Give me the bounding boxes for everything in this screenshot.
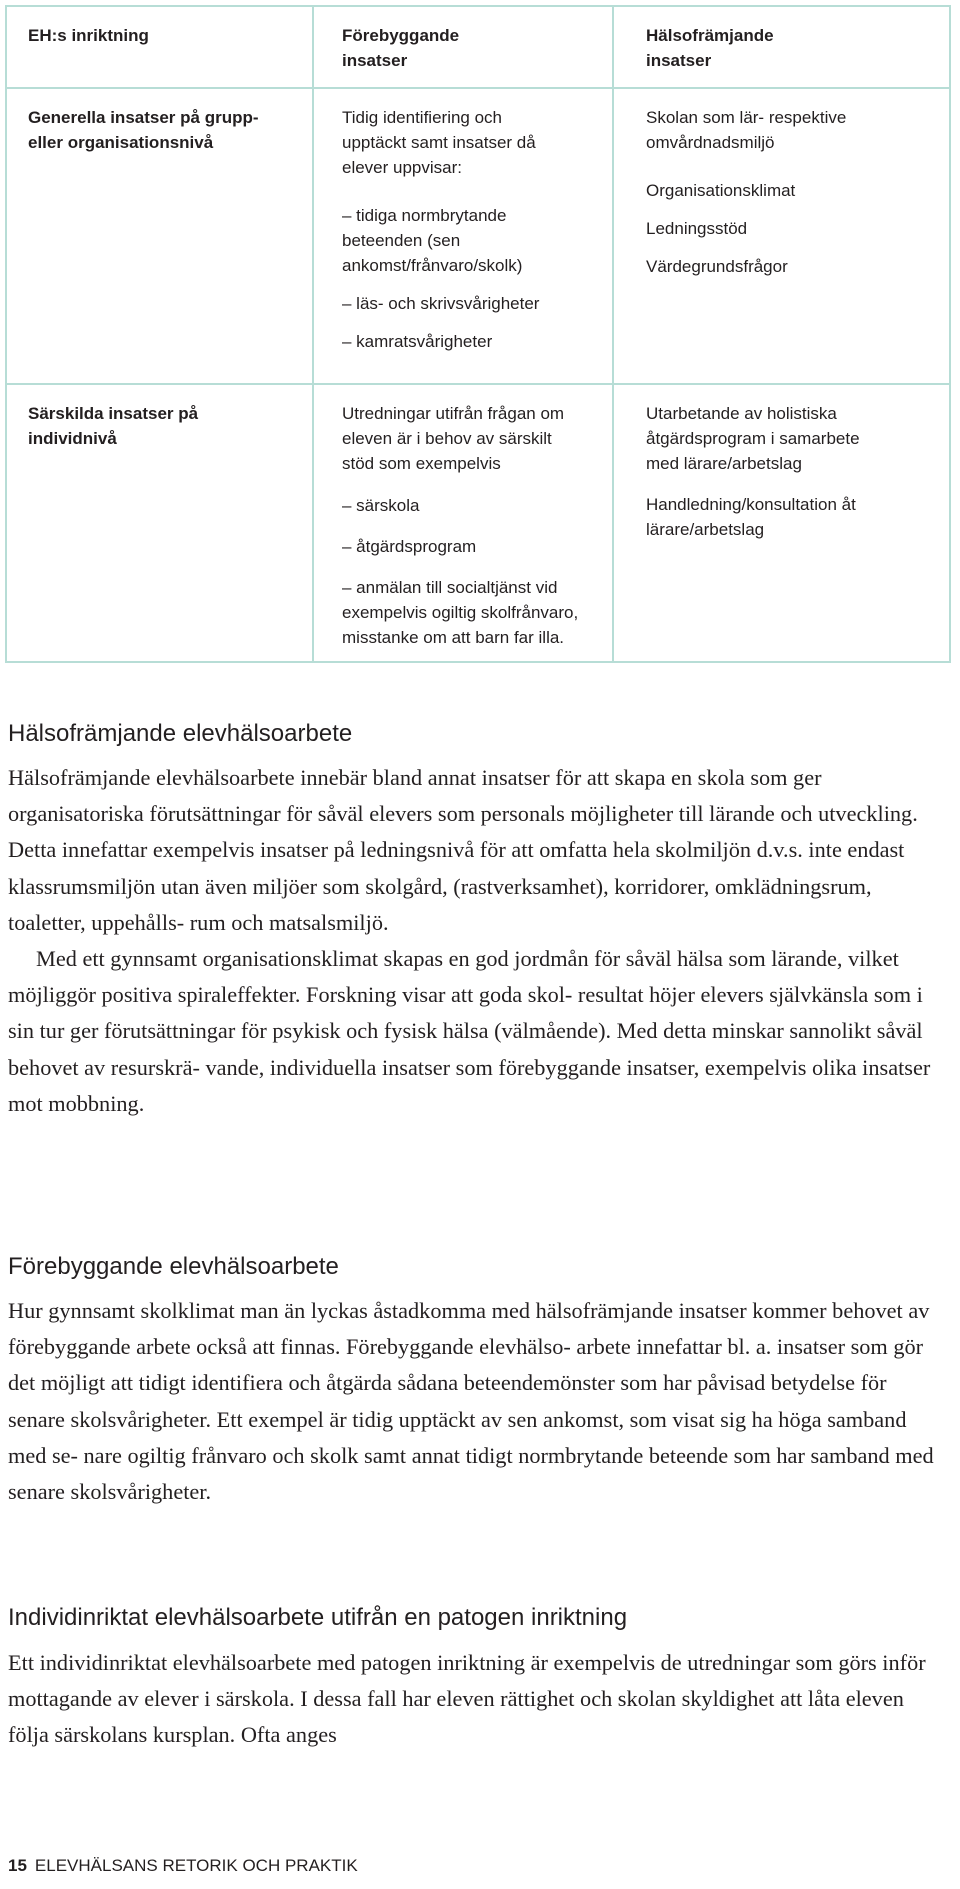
list-item: Utredningar utifrån frågan om eleven är i behov av särskilt stöd som exempelvis — [342, 404, 565, 473]
section-body — [8, 760, 948, 1122]
paragraph: Hälsofrämjande elevhälsoarbete innebär bland annat insatser för att skapa en skola som ger organisatoriska förutsättningar för såväl elevers som personals möjligheter till lärande och utveckling. Detta innefattar exempelvis insatser på ledningsnivå för att omfatta hela skolmiljön d.v.s. inte endast klassrumsmiljön utan även miljöer som skolgård, (rastverksamhet), korridorer, omklädningsrum, toaletter, uppehålls- rum och matsalsmiljö. — [8, 765, 918, 935]
section-body — [8, 1293, 948, 1510]
list-item: Ledningsstöd — [646, 219, 748, 238]
paragraph: Hur gynnsamt skolklimat man än lyckas åstadkomma med hälsofrämjande insatser kommer behovet av förebyggande arbete också att finnas. Förebyggande elevhälso- arbete innefattar bl. a. insatser som gör det möjligt att tidigt identifiera och åtgärda sådana beteendemönster som har påvisad betydelse för senare skolsvårigheter. Ett exempel är tidig upptäckt av sen ankomst, som visat sig ha höga samband med se- nare ogiltig frånvaro och skolk samt annat tidigt normbrytande beteende som har samband med senare skolsvårigheter. — [8, 1298, 934, 1505]
list-item: – kamratsvårigheter — [342, 332, 493, 351]
list-item: – åtgärdsprogram — [342, 537, 477, 556]
list-item: Handledning/konsultation åt lärare/arbetslag — [646, 495, 856, 539]
list-item: – läs- och skrivsvårigheter — [342, 294, 540, 313]
header-inriktning: EH:s inriktning — [28, 26, 149, 45]
page-number: 15 — [8, 1856, 27, 1875]
list-item: Organisationsklimat — [646, 181, 796, 200]
list-item: – anmälan till socialtjänst vid exempelvis ogiltig skolfrånvaro, misstanke om att barn far illa. — [342, 578, 579, 647]
table-cell — [312, 87, 612, 383]
list-item: Utarbetande av holistiska åtgärdsprogram i samarbete med lärare/arbetslag — [646, 404, 860, 473]
table-cell — [612, 87, 949, 383]
running-title: ELEVHÄLSANS RETORIK OCH PRAKTIK — [34, 1856, 358, 1875]
table-cell — [7, 383, 312, 661]
section-heading: Förebyggande elevhälsoarbete — [8, 1253, 339, 1280]
section-heading: Hälsofrämjande elevhälsoarbete — [8, 720, 353, 747]
table-header-cell — [312, 7, 612, 87]
list-item: Skolan som lär- respektive omvårdnadsmiljö — [646, 108, 847, 152]
table-cell — [7, 87, 312, 383]
header-forebyggande: Förebyggande insatser — [342, 26, 460, 70]
paragraph: Med ett gynnsamt organisationsklimat skapas en god jordmån för såväl hälsa som lärande, vilket möjliggör positiva spiraleffekter. Forskning visar att goda skol- resultat höjer elevers självkänsla som i sin tur ger förutsättningar för psykisk och fysisk hälsa (välmående). Med detta minskar sannolikt såväl behovet av resurskrä- vande, individuella insatser som förebyggande insatser, exempelvis olika insatser mot mobbning. — [8, 946, 931, 1116]
row-level-sarskilda: Särskilda insatser på individnivå — [28, 404, 199, 448]
list-item: Tidig identifiering och upptäckt samt insatser då elever uppvisar: — [342, 108, 536, 177]
section-heading: Individinriktat elevhälsoarbete utifrån en patogen inriktning — [8, 1604, 628, 1631]
paragraph: Ett individinriktat elevhälsoarbete med patogen inriktning är exempelvis de utredningar som görs inför mottagande av elever i särskola. I dessa fall har eleven rättighet och skolan skyldighet att låta eleven följa särskolans kursplan. Ofta anges — [8, 1650, 926, 1748]
insatser-table — [5, 5, 951, 663]
table-header-cell — [7, 7, 312, 87]
section-body — [8, 1645, 948, 1754]
list-item: Värdegrundsfrågor — [646, 257, 788, 276]
page-footer — [8, 1856, 358, 1876]
table-cell — [612, 383, 949, 661]
header-halsoframjande: Hälsofrämjande insatser — [646, 26, 774, 70]
table-cell — [312, 383, 612, 661]
list-item: – särskola — [342, 496, 420, 515]
row-level-generella: Generella insatser på grupp- eller organisationsnivå — [28, 108, 259, 152]
table-header-cell — [612, 7, 949, 87]
list-item: – tidiga normbrytande beteenden (sen ankomst/frånvaro/skolk) — [342, 206, 523, 275]
